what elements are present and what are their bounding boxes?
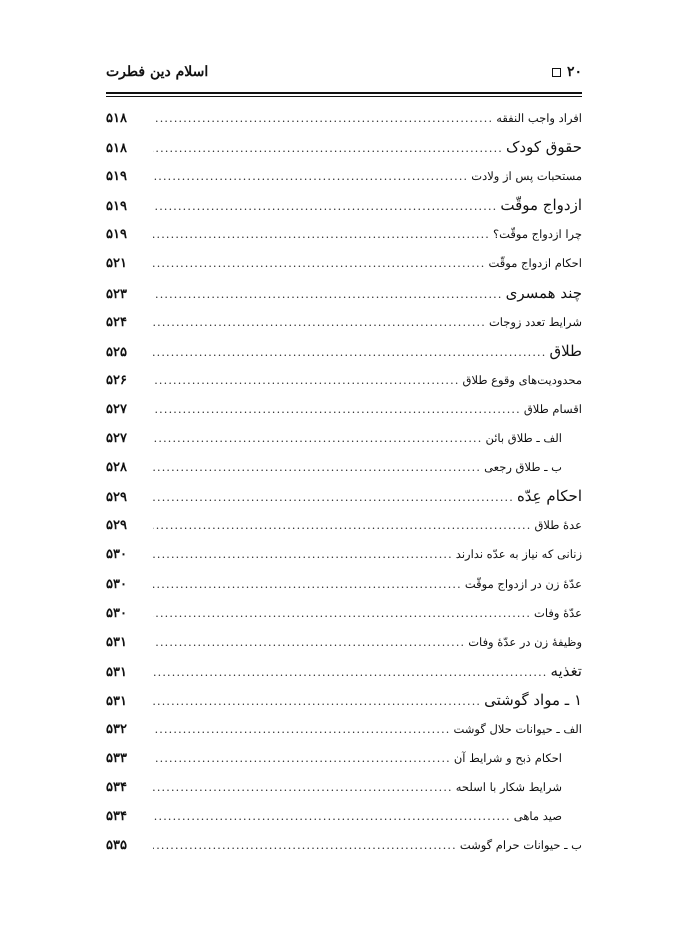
header-page-number: ۲۰	[566, 64, 582, 80]
dot-leader	[153, 802, 511, 831]
dot-leader	[153, 831, 457, 860]
toc-entry[interactable]	[106, 773, 582, 802]
dot-leader	[153, 570, 462, 599]
toc-entry-page: ۵۱۸	[106, 111, 127, 126]
toc-entry[interactable]	[106, 337, 582, 366]
toc-entry-title: تغذیه	[550, 661, 582, 680]
toc-entry[interactable]	[106, 133, 582, 162]
dot-leader	[153, 338, 546, 366]
toc-entry[interactable]	[106, 482, 582, 511]
toc-entry[interactable]	[106, 570, 582, 599]
dot-leader	[153, 540, 453, 569]
toc-entry-title: حقوق کودک	[505, 138, 582, 157]
dot-leader	[153, 162, 468, 191]
table-of-contents	[106, 104, 582, 860]
toc-entry-title: عدۀ طلاق	[534, 518, 582, 533]
dot-leader	[153, 511, 531, 540]
toc-entry-title: افراد واجب النفقه	[496, 111, 582, 125]
dot-leader	[153, 483, 514, 511]
toc-entry-page: ۵۲۹	[106, 518, 127, 534]
toc-entry-title: ازدواج موقّت	[500, 196, 582, 215]
dot-leader	[153, 134, 503, 162]
toc-entry-title: عدّۀ وفات	[534, 605, 582, 620]
toc-entry-title: زنانی که نیاز به عدّه ندارند	[455, 547, 582, 562]
dot-leader	[153, 220, 490, 249]
toc-entry[interactable]	[106, 249, 582, 278]
toc-entry-page: ۵۱۸	[106, 141, 127, 157]
toc-entry[interactable]	[106, 308, 582, 337]
header-book-title: اسلام دین فطرت	[106, 64, 209, 80]
toc-entry-page: ۵۳۰	[106, 576, 127, 592]
toc-entry-page: ۵۳۳	[106, 751, 127, 767]
toc-entry[interactable]	[106, 628, 582, 657]
dot-leader	[153, 366, 460, 395]
toc-entry-title: چرا ازدواج موقّت؟	[493, 227, 582, 242]
toc-entry-page: ۵۱۹	[106, 227, 127, 243]
toc-entry-page: ۵۳۰	[106, 547, 127, 563]
toc-entry-page: ۵۱۹	[106, 199, 127, 215]
toc-entry-page: ۵۳۱	[106, 693, 127, 709]
toc-entry[interactable]	[106, 686, 582, 715]
toc-entry[interactable]	[106, 279, 582, 308]
toc-entry[interactable]	[106, 802, 582, 831]
dot-leader	[153, 744, 451, 773]
toc-entry-title: مستحبات پس از ولادت	[471, 169, 582, 184]
toc-entry[interactable]	[106, 104, 582, 133]
toc-entry-title: اقسام طلاق	[523, 401, 582, 416]
toc-entry-page: ۵۲۵	[106, 344, 127, 360]
dot-leader	[153, 628, 465, 657]
toc-entry[interactable]	[106, 424, 582, 453]
toc-entry-page: ۵۳۲	[106, 721, 127, 737]
dot-leader	[153, 453, 481, 482]
toc-entry-title: عدّۀ زن در ازدواج موقّت	[464, 576, 582, 591]
toc-entry[interactable]	[106, 366, 582, 395]
dot-leader	[153, 192, 497, 220]
toc-entry-page: ۵۲۹	[106, 490, 127, 506]
toc-entry-page: ۵۳۱	[106, 634, 127, 650]
toc-entry-page: ۵۳۱	[106, 664, 127, 680]
toc-entry-title: الف ـ طلاق بائن	[485, 431, 562, 446]
toc-entry-title: احکام ازدواج موقّت	[488, 256, 582, 271]
toc-entry-title: ۱ ـ مواد گوشتی	[484, 690, 582, 709]
dot-leader	[153, 308, 486, 337]
toc-entry-page: ۵۲۳	[106, 286, 127, 302]
toc-entry[interactable]	[106, 453, 582, 482]
header-page-marker	[552, 64, 582, 80]
dot-leader	[153, 658, 547, 686]
dot-leader	[153, 715, 450, 744]
dot-leader	[153, 773, 453, 802]
toc-entry-title: شرایط تعدد زوجات	[488, 314, 582, 329]
toc-entry-page: ۵۲۷	[106, 431, 127, 447]
toc-entry[interactable]	[106, 511, 582, 540]
toc-entry[interactable]	[106, 540, 582, 569]
toc-entry-title: محدودیت‌های وقوع طلاق	[462, 372, 582, 387]
dot-leader	[153, 249, 485, 278]
dot-leader	[153, 104, 493, 133]
toc-entry-title: الف ـ حیوانات حلال گوشت	[453, 721, 582, 736]
toc-entry-title: صید ماهی	[513, 809, 562, 824]
toc-entry[interactable]	[106, 744, 582, 773]
toc-entry-page: ۵۳۴	[106, 809, 127, 825]
toc-entry-title: شرایط شکار با اسلحه	[455, 780, 562, 795]
toc-entry-page: ۵۳۴	[106, 780, 127, 796]
toc-entry-title: احکام عِدّه	[516, 487, 582, 506]
square-bullet-icon	[552, 68, 561, 77]
toc-entry[interactable]	[106, 162, 582, 191]
dot-leader	[153, 424, 482, 453]
dot-leader	[153, 395, 521, 424]
dot-leader	[153, 599, 531, 628]
header-rule	[106, 92, 582, 97]
toc-entry[interactable]	[106, 395, 582, 424]
toc-entry[interactable]	[106, 715, 582, 744]
toc-entry-title: چند همسری	[505, 283, 582, 302]
toc-entry-page: ۵۳۵	[106, 838, 127, 854]
toc-entry[interactable]	[106, 220, 582, 249]
toc-entry-title: احکام ذبح و شرایط آن	[453, 751, 562, 766]
toc-entry[interactable]	[106, 191, 582, 220]
toc-entry-title: ب ـ طلاق رجعی	[484, 460, 562, 475]
page-header	[106, 62, 582, 88]
toc-entry-page: ۵۱۹	[106, 169, 127, 185]
toc-entry-page: ۵۲۸	[106, 460, 127, 476]
toc-entry-page: ۵۳۰	[106, 605, 127, 621]
toc-entry[interactable]	[106, 831, 582, 860]
dot-leader	[153, 687, 481, 715]
toc-entry-title: وظیفۀ زن در عدّۀ وفات	[468, 634, 582, 649]
dot-leader	[153, 280, 503, 308]
toc-entry-page: ۵۲۶	[106, 372, 127, 388]
toc-entry-page: ۵۲۷	[106, 401, 127, 417]
toc-entry-title: ب ـ حیوانات حرام گوشت	[459, 838, 582, 853]
toc-entry-title: طلاق	[549, 341, 582, 360]
toc-entry[interactable]	[106, 599, 582, 628]
toc-entry-page: ۵۲۴	[106, 314, 127, 330]
toc-entry-page: ۵۲۱	[106, 256, 127, 272]
toc-entry[interactable]	[106, 657, 582, 686]
